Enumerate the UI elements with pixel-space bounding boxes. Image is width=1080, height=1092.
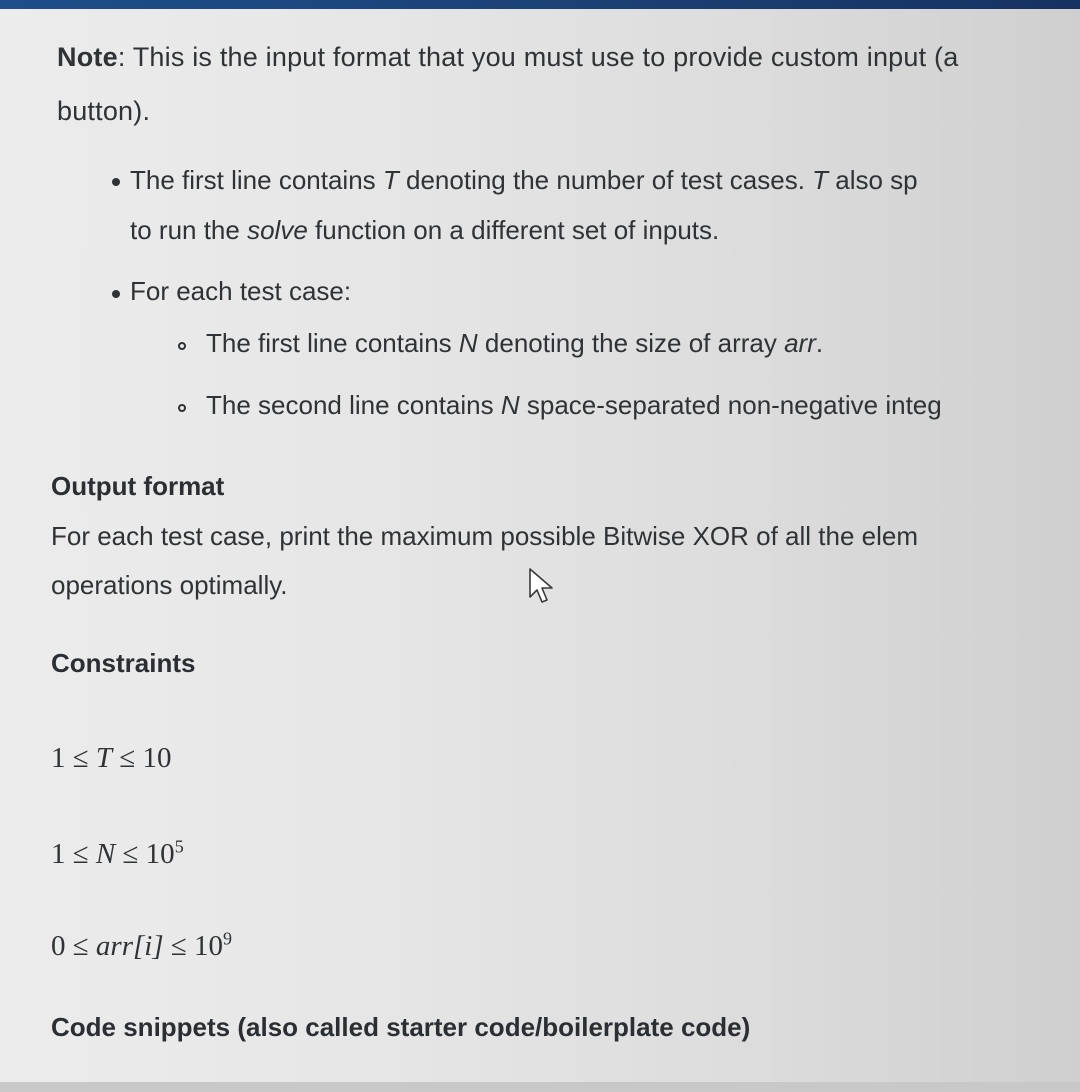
bottom-edge — [0, 1082, 1080, 1092]
note-paragraph — [57, 30, 1080, 138]
mouse-pointer-icon — [527, 567, 557, 607]
output-format-line2: operations optimally. — [51, 570, 288, 600]
constraint-N: $1 \le N \le 10^5$ — [51, 836, 184, 870]
input-format-bullet-test-cases: The first line contains T denoting the number of test cases. T also sp — [130, 165, 918, 195]
variable-arr: arr — [784, 328, 816, 358]
variable-N: N — [500, 390, 520, 420]
input-format-bullet-test-cases-line2: to run the solve function on a different set of inputs. — [130, 215, 720, 245]
bullet-dot — [112, 290, 120, 298]
math-variable: arr[i] — [95, 930, 164, 962]
constraint-T: 1 ≤ T ≤ 10 — [51, 742, 172, 774]
bullet-dot — [112, 178, 120, 186]
exponent: 5 — [174, 836, 184, 857]
input-format-sub-bullet-elements: The second line contains N space-separated non-negative integ — [206, 390, 942, 420]
input-format-sub-bullet-size: The first line contains N denoting the size of array arr. — [206, 328, 824, 358]
variable-T: T — [812, 165, 829, 195]
constraint-arr: $0 \le arr[i] \le 10^9$ — [51, 928, 233, 962]
code-snippets-heading: Code snippets (also called starter code/boilerplate code) — [51, 1012, 751, 1042]
variable-N: N — [458, 328, 478, 358]
note-text: : This is the input format that you must use to provide custom input (a — [117, 42, 959, 72]
constraints-heading: Constraints — [51, 648, 196, 678]
output-format-heading: Output format — [51, 471, 225, 501]
math-variable: T — [95, 742, 113, 774]
sub-bullet-circle — [178, 404, 186, 412]
note-text-line2: button). — [57, 96, 151, 126]
function-name-solve: solve — [247, 215, 308, 245]
input-format-bullet-each-test-case: For each test case: — [130, 276, 352, 306]
math-variable: N — [95, 838, 116, 870]
note-label: Note — [57, 42, 118, 72]
exponent: 9 — [223, 928, 233, 949]
sub-bullet-circle — [178, 342, 186, 350]
variable-T: T — [382, 165, 399, 195]
output-format-line1: For each test case, print the maximum possible Bitwise XOR of all the elem — [51, 521, 919, 551]
